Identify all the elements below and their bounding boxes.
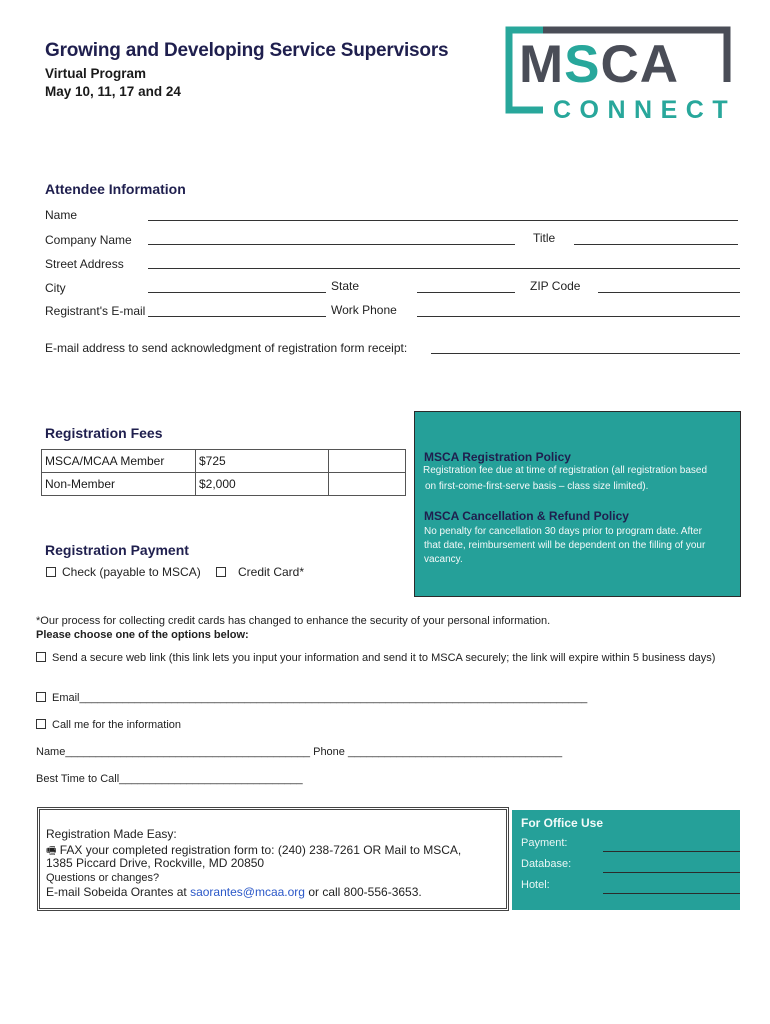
address-line: 1385 Piccard Drive, Rockville, MD 20850 — [46, 856, 265, 870]
fee-type: Non-Member — [42, 473, 196, 496]
contact-post: or call 800-556-3653. — [304, 885, 422, 899]
zip-field[interactable] — [598, 292, 740, 293]
email-label: Registrant's E-mail — [45, 304, 146, 318]
fee-price: $725 — [196, 450, 329, 473]
email-option[interactable] — [36, 692, 587, 704]
logo-connect-text: CONNECT — [553, 96, 737, 124]
call-checkbox[interactable] — [36, 719, 46, 729]
credit-card-option[interactable] — [216, 565, 304, 579]
ack-email-field[interactable] — [431, 353, 740, 354]
msca-connect-logo — [505, 26, 737, 124]
office-database-label: Database: — [521, 858, 572, 870]
work-phone-field[interactable] — [417, 316, 740, 317]
check-option[interactable] — [46, 565, 201, 579]
logo-s: S — [564, 35, 601, 94]
registration-policy-line: Registration fee due at time of registration (all registration based — [423, 465, 708, 476]
email-link[interactable]: saorantes@mcaa.org — [190, 885, 305, 899]
questions-line: Questions or changes? — [46, 872, 160, 884]
secure-link-checkbox[interactable] — [36, 652, 46, 662]
logo-m: M — [519, 35, 565, 94]
title-field[interactable] — [574, 244, 738, 245]
cancellation-policy-line: No penalty for cancellation 30 days prior to program date. After — [424, 526, 702, 537]
call-option[interactable] — [36, 719, 181, 731]
attendee-heading: Attendee Information — [45, 181, 186, 197]
policy-box — [414, 411, 741, 597]
secure-link-option[interactable] — [36, 652, 715, 664]
call-option-label: Call me for the information — [52, 719, 181, 731]
credit-card-note: *Our process for collecting credit cards has changed to enhance the security of your personal information. — [36, 615, 551, 627]
office-database-field[interactable] — [603, 872, 740, 873]
work-phone-label: Work Phone — [331, 303, 397, 317]
credit-card-checkbox[interactable] — [216, 567, 226, 577]
office-hotel-label: Hotel: — [521, 879, 550, 891]
cancellation-policy-title: MSCA Cancellation & Refund Policy — [424, 509, 629, 523]
office-use-heading: For Office Use — [521, 816, 604, 830]
best-time-field[interactable]: Best Time to Call______________________________ — [36, 773, 303, 785]
fees-heading: Registration Fees — [45, 425, 163, 441]
logo-ms-text — [519, 34, 679, 95]
program-dates: May 10, 11, 17 and 24 — [45, 84, 181, 99]
fee-price: $2,000 — [196, 473, 329, 496]
easy-heading: Registration Made Easy: — [46, 827, 177, 841]
fax-icon: 🖷 — [46, 845, 57, 857]
company-field[interactable] — [148, 244, 515, 245]
company-label: Company Name — [45, 233, 132, 247]
title-label: Title — [533, 231, 556, 245]
page-title: Growing and Developing Service Supervisors — [45, 40, 449, 61]
office-payment-field[interactable] — [603, 851, 740, 852]
registration-policy-title: MSCA Registration Policy — [424, 450, 571, 464]
registration-policy-line: on first-come-first-serve basis – class size limited). — [425, 481, 649, 492]
cancellation-policy-line: that date, reimbursement will be dependent on the filling of your — [424, 540, 706, 551]
contact-line — [46, 885, 422, 899]
cancellation-policy-line: vacancy. — [424, 554, 463, 565]
logo-ca: CA — [600, 35, 680, 94]
state-field[interactable] — [417, 292, 515, 293]
fees-table — [41, 449, 406, 496]
registration-easy-box — [37, 807, 509, 911]
fee-type: MSCA/MCAA Member — [42, 450, 196, 473]
fee-select-cell[interactable] — [329, 450, 406, 473]
street-label: Street Address — [45, 257, 124, 271]
table-row — [42, 450, 406, 473]
office-hotel-field[interactable] — [603, 893, 740, 894]
program-type: Virtual Program — [45, 66, 147, 81]
city-field[interactable] — [148, 292, 326, 293]
city-label: City — [45, 281, 66, 295]
check-label: Check (payable to MSCA) — [62, 565, 201, 579]
ack-email-label: E-mail address to send acknowledgment of registration form receipt: — [45, 341, 408, 355]
email-field[interactable] — [148, 316, 326, 317]
choose-option-text: Please choose one of the options below: — [36, 629, 249, 641]
name-phone-field[interactable]: Name________________________________________ Phone ___________________________________ — [36, 746, 563, 758]
secure-link-label: Send a secure web link (this link lets you input your information and send it to MSCA securely; the link will expire within 5 business days) — [52, 652, 716, 664]
check-checkbox[interactable] — [46, 567, 56, 577]
name-field[interactable] — [148, 220, 738, 221]
name-label: Name — [45, 208, 78, 222]
state-label: State — [331, 279, 360, 293]
fee-select-cell[interactable] — [329, 473, 406, 496]
credit-card-label: Credit Card* — [238, 565, 305, 579]
payment-heading: Registration Payment — [45, 542, 189, 558]
email-option-label: Email___________________________________________________________________________________ — [52, 692, 588, 704]
street-field[interactable] — [148, 268, 740, 269]
zip-label: ZIP Code — [530, 279, 581, 293]
office-payment-label: Payment: — [521, 837, 568, 849]
fax-text: FAX your completed registration form to: (240) 238-7261 OR Mail to MSCA, — [59, 843, 462, 857]
contact-pre: E-mail Sobeida Orantes at — [46, 885, 191, 899]
table-row — [42, 473, 406, 496]
email-checkbox[interactable] — [36, 692, 46, 702]
